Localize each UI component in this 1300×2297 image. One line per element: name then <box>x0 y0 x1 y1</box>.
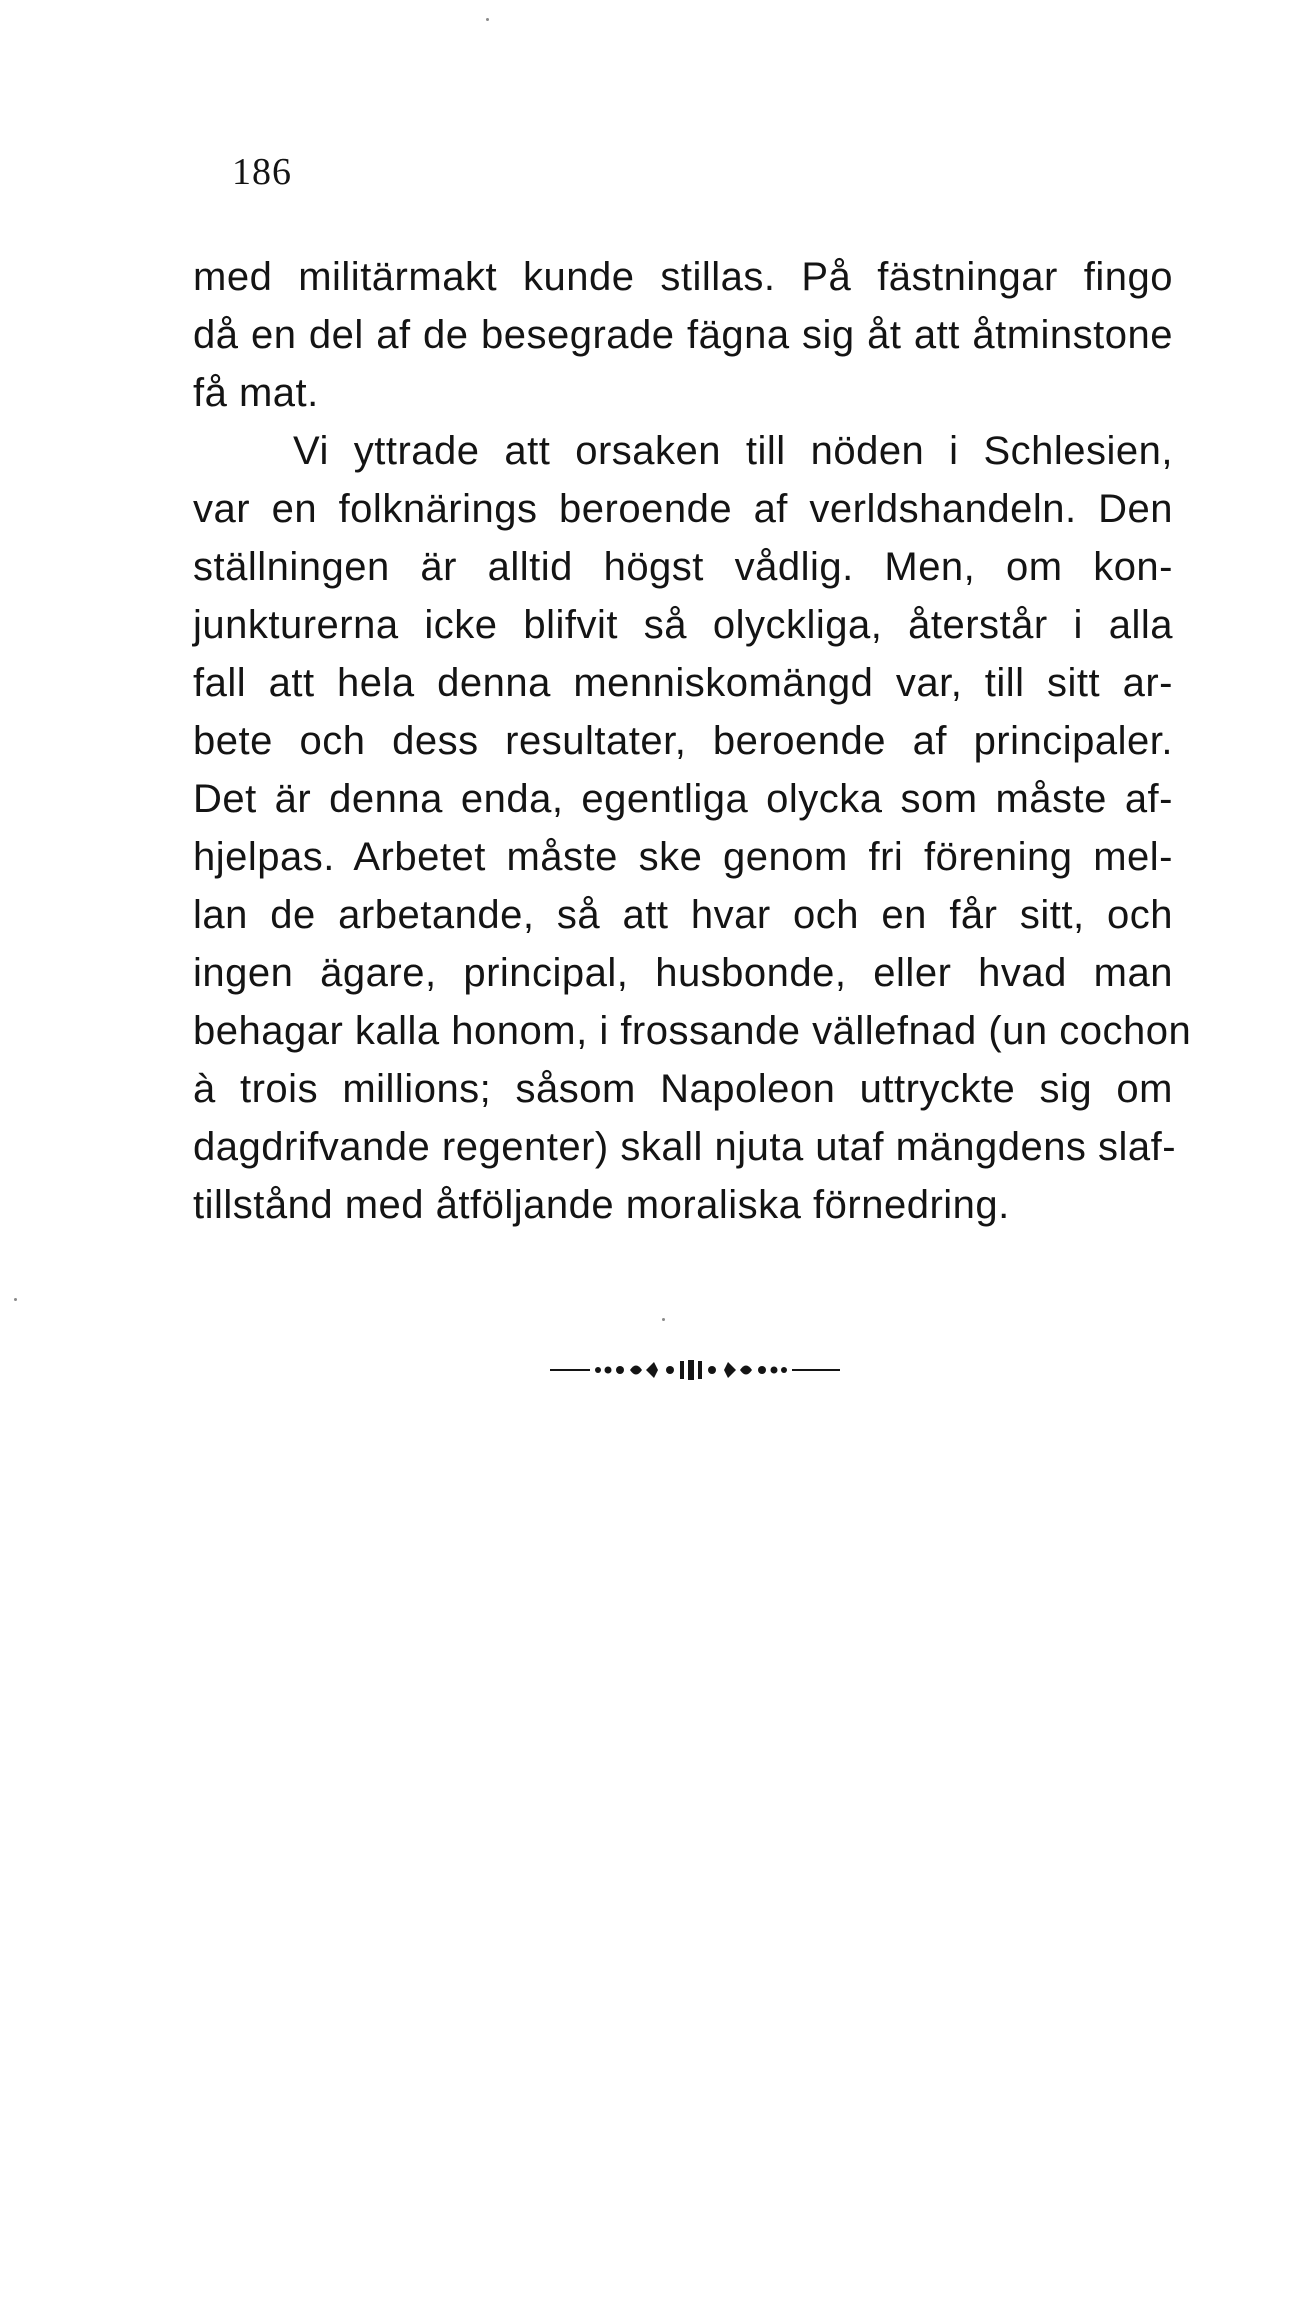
paper-speck <box>662 1318 665 1321</box>
text-line: då en del af de besegrade fägna sig åt att åtminstone <box>193 313 1173 357</box>
text-line: Det är denna enda, egentliga olycka som måste af- <box>193 777 1173 821</box>
text-line: ingen ägare, principal, husbonde, eller hvad man <box>193 951 1173 995</box>
text-line: bete och dess resultater, beroende af principaler. <box>193 719 1173 763</box>
paper-speck <box>14 1298 17 1301</box>
text-line: fall att hela denna menniskomängd var, till sitt ar- <box>193 661 1173 705</box>
text-line: dagdrifvande regenter) skall njuta utaf mängdens slaf- <box>193 1125 1177 1169</box>
text-line: à trois millions; såsom Napoleon uttryckte sig om <box>193 1067 1173 1111</box>
paragraph-start-line: Vi yttrade att orsaken till nöden i Schlesien, <box>293 429 1173 473</box>
text-line: var en folknärings beroende af verldshandeln. Den <box>193 487 1173 531</box>
ornament-divider-icon <box>550 1358 840 1382</box>
text-line: med militärmakt kunde stillas. På fästningar fingo <box>193 255 1173 299</box>
text-line: tillstånd med åtföljande moraliska förnedring. <box>193 1183 1010 1227</box>
paper-speck <box>486 18 489 21</box>
text-line: få mat. <box>193 371 319 415</box>
body-text <box>193 248 1192 1234</box>
text-line: ställningen är alltid högst vådlig. Men, om kon- <box>193 545 1173 589</box>
text-line: behagar kalla honom, i frossande vällefnad (un cochon <box>193 1009 1192 1053</box>
text-line: lan de arbetande, så att hvar och en får sitt, och <box>193 893 1173 937</box>
text-line: junkturerna icke blifvit så olyckliga, återstår i alla <box>193 603 1173 647</box>
text-line: hjelpas. Arbetet måste ske genom fri förening mel- <box>193 835 1173 879</box>
page-number: 186 <box>232 151 292 193</box>
